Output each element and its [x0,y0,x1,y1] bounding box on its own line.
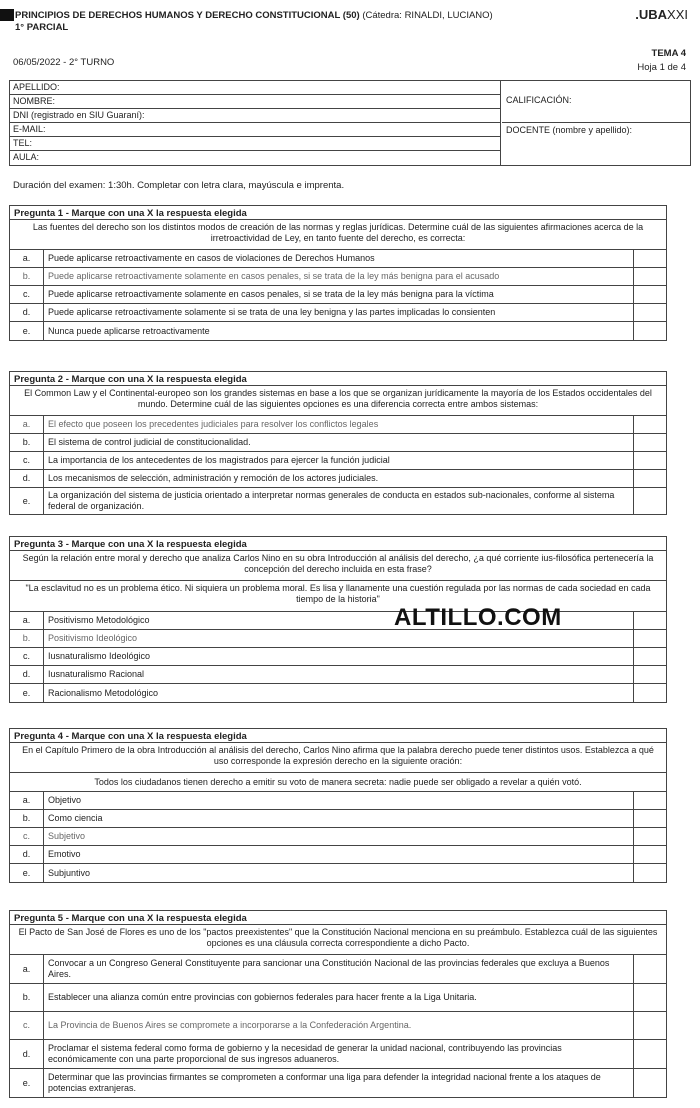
aula-field[interactable]: AULA: [13,152,40,162]
question-quote: "La esclavitud no es un problema ético. Ni siquiera un problema moral. Es lisa y llanamente una cuestión regulada por las normas de cada sociedad en cada tiempo de la historia" [10,581,666,612]
option-text: Los mecanismos de selección, administración y remoción de los actores judiciales. [44,470,634,487]
answer-box[interactable] [634,434,666,451]
option-letter: d. [10,666,44,683]
question-1 [9,205,667,341]
option-text: Puede aplicarse retroactivamente solamente en casos penales, si se trata de la ley más benigna para el acusado [44,268,634,285]
option-letter: a. [10,792,44,809]
option-row [10,648,666,666]
option-row [10,250,666,268]
question-quote: Todos los ciudadanos tienen derecho a emitir su voto de manera secreta: nadie puede ser obligado a revelar a quién votó. [10,773,666,792]
question-text: En el Capítulo Primero de la obra Introducción al análisis del derecho, Carlos Nino afirma que la palabra derecho puede tener distintos usos. Establezca a qué uso corresponde la expresión derecho en la siguiente oración: [10,743,666,773]
option-letter: b. [10,810,44,827]
option-letter: a. [10,250,44,267]
option-row [10,1040,666,1069]
option-text: Objetivo [44,792,634,809]
option-text: Convocar a un Congreso General Constituyente para sancionar una Constitución Nacional de las provincias federales que excluya a Buenos Aires. [44,955,634,983]
answer-box[interactable] [634,322,666,340]
option-text: Emotivo [44,846,634,863]
question-3 [9,536,667,703]
apellido-field[interactable]: APELLIDO: [10,81,500,95]
page-indicator: Hoja 1 de 4 [637,62,686,73]
question-text: El Pacto de San José de Flores es uno de los "pactos preexistentes" que la Constitución Nacional menciona en su preámbulo. Establezca cuál de las siguientes opciones es una cláusula correcta correspondiente a dicho Pacto. [10,925,666,955]
option-letter: a. [10,416,44,433]
answer-box[interactable] [634,810,666,827]
calificacion-field[interactable]: CALIFICACIÓN: [502,81,690,123]
option-text: La Provincia de Buenos Aires se compromete a incorporarse a la Confederación Argentina. [44,1012,634,1039]
option-text: Establecer una alianza común entre provincias con gobiernos federales para hacer frente a la Liga Unitaria. [44,984,634,1011]
option-letter: c. [10,648,44,665]
option-row [10,268,666,286]
option-letter: a. [10,955,44,983]
answer-box[interactable] [634,630,666,647]
option-letter: d. [10,846,44,863]
option-text: Positivismo Metodológico [44,612,634,629]
option-row [10,1069,666,1097]
option-row [10,286,666,304]
option-text: Determinar que las provincias firmantes se comprometen a conformar una liga para defender la integridad nacional frente a los ataques de potencias extranjeras. [44,1069,634,1097]
exam-name: 1° PARCIAL [15,22,69,33]
question-title: Pregunta 3 - Marque con una X la respuesta elegida [10,537,666,551]
docente-field[interactable]: DOCENTE (nombre y apellido): [506,125,633,135]
option-row [10,955,666,984]
option-letter: e. [10,864,44,882]
option-text: Como ciencia [44,810,634,827]
option-text: Positivismo Ideológico [44,630,634,647]
option-letter: e. [10,1069,44,1097]
answer-box[interactable] [634,648,666,665]
answer-box[interactable] [634,864,666,882]
course-title: PRINCIPIOS DE DERECHOS HUMANOS Y DERECHO CONSTITUCIONAL (50) (Cátedra: RINALDI, LUCIANO) [15,10,493,21]
option-text: Iusnaturalismo Racional [44,666,634,683]
option-text: Puede aplicarse retroactivamente en casos de violaciones de Derechos Humanos [44,250,634,267]
option-letter: b. [10,434,44,451]
option-row [10,666,666,684]
option-letter: d. [10,470,44,487]
answer-box[interactable] [634,488,666,514]
option-letter: c. [10,828,44,845]
option-text: Iusnaturalismo Ideológico [44,648,634,665]
option-letter: c. [10,1012,44,1039]
option-letter: b. [10,630,44,647]
option-text: Puede aplicarse retroactivamente solamente si se trata de una ley benigna y las partes implicadas lo consienten [44,304,634,321]
option-row [10,984,666,1012]
option-row [10,416,666,434]
option-text: Subjuntivo [44,864,634,882]
option-letter: e. [10,488,44,514]
answer-box[interactable] [634,304,666,321]
student-id-form [9,80,691,166]
answer-box[interactable] [634,1012,666,1039]
answer-box[interactable] [634,1040,666,1068]
option-letter: a. [10,612,44,629]
option-text: La importancia de los antecedentes de los magistrados para ejercer la función judicial [44,452,634,469]
option-letter: d. [10,1040,44,1068]
option-letter: b. [10,268,44,285]
exam-instructions: Duración del examen: 1:30h. Completar con letra clara, mayúscula e imprenta. [13,180,345,191]
option-text: Racionalismo Metodológico [44,684,634,702]
option-row [10,488,666,514]
answer-box[interactable] [634,955,666,983]
option-row [10,630,666,648]
option-text: Nunca puede aplicarse retroactivamente [44,322,634,340]
answer-box[interactable] [634,250,666,267]
option-row [10,612,666,630]
question-text: Las fuentes del derecho son los distintos modos de creación de las normas y reglas jurídicas. Determine cuál de las siguientes afirmaciones acerca de la irretroactividad de Ley, en tanto fuente del derecho, es correcta: [10,220,666,250]
answer-box[interactable] [634,452,666,469]
answer-box[interactable] [634,612,666,629]
question-title: Pregunta 2 - Marque con una X la respuesta elegida [10,372,666,386]
altillo-watermark: ALTILLO.COM [394,604,562,631]
option-row [10,304,666,322]
answer-box[interactable] [634,846,666,863]
option-text: La organización del sistema de justicia orientado a interpretar normas generales de conducta en estados sub-nacionales, conforme al sistema federal de organización. [44,488,634,514]
tel-field[interactable]: TEL: [10,137,500,151]
question-text: El Common Law y el Continental-europeo son los grandes sistemas en base a los que se organizan jurídicamente la mayoría de los Estados occidentales del mundo. Determine cuál de las siguientes opciones es una diferencia correcta entre ambos sistemas: [10,386,666,416]
option-row [10,792,666,810]
email-field[interactable]: E-MAIL: [10,123,500,137]
question-text: Según la relación entre moral y derecho que analiza Carlos Nino en su obra Introducción al análisis del derecho, ¿a qué corriente ius-filosófica pertenecería la concepción del derecho incluida en esta frase? [10,551,666,581]
option-letter: d. [10,304,44,321]
black-corner-mark [0,9,14,21]
nombre-field[interactable]: NOMBRE: [10,95,500,109]
option-row [10,322,666,340]
student-fields [10,81,501,165]
option-row [10,810,666,828]
option-letter: e. [10,684,44,702]
question-2 [9,371,667,515]
option-row [10,684,666,702]
option-text: Puede aplicarse retroactivamente solamente en casos penales, si se trata de la ley más benigna para la víctima [44,286,634,303]
question-title: Pregunta 5 - Marque con una X la respuesta elegida [10,911,666,925]
question-title: Pregunta 1 - Marque con una X la respuesta elegida [10,206,666,220]
option-row [10,452,666,470]
answer-box[interactable] [634,792,666,809]
option-letter: c. [10,452,44,469]
answer-box[interactable] [634,984,666,1011]
uba-xxi-logo: .UBAXXI [635,7,688,22]
answer-box[interactable] [634,666,666,683]
answer-box[interactable] [634,828,666,845]
tema-label: TEMA 4 [651,48,686,59]
option-text: El efecto que poseen los precedentes judiciales para resolver los conflictos legales [44,416,634,433]
option-row [10,864,666,882]
dni-field[interactable]: DNI (registrado en SIU Guaraní): [10,109,500,123]
option-letter: b. [10,984,44,1011]
option-text: Proclamar el sistema federal como forma de gobierno y la necesidad de generar la unidad nacional, contribuyendo las provincias económicamente con una parte proporcional de sus ingresos aduaneros. [44,1040,634,1068]
question-4 [9,728,667,883]
answer-box[interactable] [634,268,666,285]
answer-box[interactable] [634,470,666,487]
question-5 [9,910,667,1098]
option-letter: e. [10,322,44,340]
option-text: El sistema de control judicial de constitucionalidad. [44,434,634,451]
question-title: Pregunta 4 - Marque con una X la respuesta elegida [10,729,666,743]
answer-box[interactable] [634,286,666,303]
option-row [10,434,666,452]
option-row [10,828,666,846]
option-text: Subjetivo [44,828,634,845]
option-letter: c. [10,286,44,303]
option-row [10,1012,666,1040]
option-row [10,470,666,488]
answer-box[interactable] [634,1069,666,1097]
option-row [10,846,666,864]
answer-box[interactable] [634,416,666,433]
answer-box[interactable] [634,684,666,702]
exam-date: 06/05/2022 - 2° TURNO [13,57,115,68]
